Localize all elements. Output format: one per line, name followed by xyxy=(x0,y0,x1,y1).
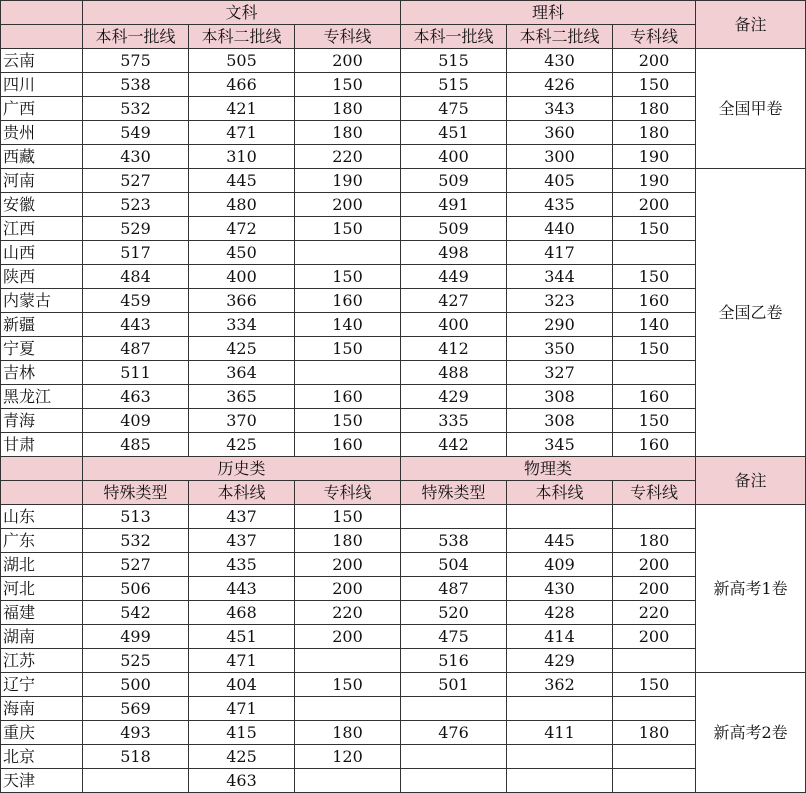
note-cell: 全国乙卷 xyxy=(696,169,806,457)
note-header: 备注 xyxy=(696,457,806,505)
score-cell: 150 xyxy=(295,265,401,289)
score-cell: 180 xyxy=(613,121,696,145)
table-row xyxy=(1,145,806,169)
table-row xyxy=(1,409,806,433)
score-cell: 421 xyxy=(189,97,295,121)
score-cell: 400 xyxy=(401,145,507,169)
score-cell: 443 xyxy=(189,577,295,601)
score-cell xyxy=(295,649,401,673)
score-cell: 427 xyxy=(401,289,507,313)
score-cell: 150 xyxy=(613,73,696,97)
column-header: 特殊类型 xyxy=(401,481,507,505)
score-cell: 409 xyxy=(83,409,189,433)
table-row xyxy=(1,625,806,649)
header-row-columns xyxy=(1,25,806,49)
score-cell: 532 xyxy=(83,97,189,121)
score-cell: 180 xyxy=(613,529,696,553)
score-cell: 415 xyxy=(189,721,295,745)
province-cell: 内蒙古 xyxy=(1,289,83,313)
score-cell: 549 xyxy=(83,121,189,145)
header-row-columns xyxy=(1,481,806,505)
score-cell: 180 xyxy=(295,97,401,121)
score-cell xyxy=(401,505,507,529)
score-cell: 475 xyxy=(401,97,507,121)
score-cell: 472 xyxy=(189,217,295,241)
score-cell: 160 xyxy=(295,289,401,313)
score-cell: 480 xyxy=(189,193,295,217)
score-cell xyxy=(613,769,696,793)
score-cell: 404 xyxy=(189,673,295,697)
score-cell: 538 xyxy=(401,529,507,553)
score-cell: 435 xyxy=(507,193,613,217)
score-cell: 523 xyxy=(83,193,189,217)
province-cell: 辽宁 xyxy=(1,673,83,697)
province-cell: 湖北 xyxy=(1,553,83,577)
score-cell: 487 xyxy=(83,337,189,361)
score-cell: 475 xyxy=(401,625,507,649)
score-cell: 509 xyxy=(401,217,507,241)
score-cell: 350 xyxy=(507,337,613,361)
score-cell: 542 xyxy=(83,601,189,625)
score-cell: 493 xyxy=(83,721,189,745)
score-cell: 150 xyxy=(295,217,401,241)
score-cell: 327 xyxy=(507,361,613,385)
score-cell: 430 xyxy=(507,577,613,601)
table-row xyxy=(1,169,806,193)
group-header: 文科 xyxy=(83,1,401,25)
column-header: 专科线 xyxy=(613,25,696,49)
score-cell: 451 xyxy=(401,121,507,145)
table-row xyxy=(1,265,806,289)
score-cell xyxy=(613,241,696,265)
score-cell: 440 xyxy=(507,217,613,241)
column-header: 本科线 xyxy=(189,481,295,505)
column-header: 本科一批线 xyxy=(401,25,507,49)
score-cell: 504 xyxy=(401,553,507,577)
header-row-groups xyxy=(1,457,806,481)
corner-cell xyxy=(1,481,83,505)
score-cell: 180 xyxy=(613,97,696,121)
score-cell xyxy=(613,505,696,529)
score-cell: 429 xyxy=(507,649,613,673)
score-cell: 485 xyxy=(83,433,189,457)
score-cell: 412 xyxy=(401,337,507,361)
score-cell: 575 xyxy=(83,49,189,73)
province-cell: 青海 xyxy=(1,409,83,433)
province-cell: 安徽 xyxy=(1,193,83,217)
group-header: 物理类 xyxy=(401,457,696,481)
table-row xyxy=(1,601,806,625)
score-cell: 487 xyxy=(401,577,507,601)
score-cell: 150 xyxy=(295,673,401,697)
table-row xyxy=(1,97,806,121)
score-cell: 344 xyxy=(507,265,613,289)
score-cell: 459 xyxy=(83,289,189,313)
score-cell: 442 xyxy=(401,433,507,457)
table-row xyxy=(1,577,806,601)
score-cell: 518 xyxy=(83,745,189,769)
score-cell: 365 xyxy=(189,385,295,409)
province-cell: 福建 xyxy=(1,601,83,625)
score-cell: 437 xyxy=(189,505,295,529)
score-cell: 300 xyxy=(507,145,613,169)
score-cell: 476 xyxy=(401,721,507,745)
province-cell: 吉林 xyxy=(1,361,83,385)
score-cell: 200 xyxy=(295,49,401,73)
score-cell: 509 xyxy=(401,169,507,193)
score-cell: 200 xyxy=(613,193,696,217)
score-cell: 414 xyxy=(507,625,613,649)
score-cell: 411 xyxy=(507,721,613,745)
table-row xyxy=(1,529,806,553)
score-cell xyxy=(401,769,507,793)
score-cell: 517 xyxy=(83,241,189,265)
corner-cell xyxy=(1,25,83,49)
score-cell: 343 xyxy=(507,97,613,121)
province-cell: 陕西 xyxy=(1,265,83,289)
score-cell: 499 xyxy=(83,625,189,649)
column-header: 特殊类型 xyxy=(83,481,189,505)
score-cell: 200 xyxy=(613,625,696,649)
score-cell: 516 xyxy=(401,649,507,673)
table-row xyxy=(1,49,806,73)
score-cell: 505 xyxy=(189,49,295,73)
score-cell: 150 xyxy=(295,337,401,361)
province-cell: 江苏 xyxy=(1,649,83,673)
score-cell: 500 xyxy=(83,673,189,697)
score-cell: 220 xyxy=(295,601,401,625)
score-cell: 538 xyxy=(83,73,189,97)
score-cell: 511 xyxy=(83,361,189,385)
score-cell: 160 xyxy=(613,433,696,457)
table-row xyxy=(1,385,806,409)
score-cell: 488 xyxy=(401,361,507,385)
table-row xyxy=(1,73,806,97)
score-cell: 430 xyxy=(83,145,189,169)
score-cell: 323 xyxy=(507,289,613,313)
table-row xyxy=(1,241,806,265)
province-cell: 河北 xyxy=(1,577,83,601)
column-header: 专科线 xyxy=(295,25,401,49)
score-cell: 360 xyxy=(507,121,613,145)
score-cell: 200 xyxy=(295,553,401,577)
score-cell: 160 xyxy=(295,433,401,457)
table-row xyxy=(1,193,806,217)
table-row xyxy=(1,361,806,385)
score-cell: 180 xyxy=(613,721,696,745)
score-cell: 150 xyxy=(613,337,696,361)
score-cell: 506 xyxy=(83,577,189,601)
score-cell: 428 xyxy=(507,601,613,625)
score-cell: 308 xyxy=(507,409,613,433)
score-cell: 430 xyxy=(507,49,613,73)
score-cell: 150 xyxy=(613,265,696,289)
group-header: 理科 xyxy=(401,1,696,25)
score-cell: 190 xyxy=(613,169,696,193)
score-cell: 370 xyxy=(189,409,295,433)
score-cell: 463 xyxy=(189,769,295,793)
province-cell: 云南 xyxy=(1,49,83,73)
score-cell: 400 xyxy=(189,265,295,289)
score-cell: 569 xyxy=(83,697,189,721)
score-cell: 160 xyxy=(295,385,401,409)
score-cell: 532 xyxy=(83,529,189,553)
score-cell: 200 xyxy=(295,577,401,601)
score-cell xyxy=(507,745,613,769)
score-cell: 400 xyxy=(401,313,507,337)
score-cell: 308 xyxy=(507,385,613,409)
score-cell: 527 xyxy=(83,169,189,193)
score-cell: 150 xyxy=(613,673,696,697)
score-cell xyxy=(613,361,696,385)
table-row xyxy=(1,553,806,577)
score-cell: 200 xyxy=(613,577,696,601)
score-cell xyxy=(613,697,696,721)
province-cell: 西藏 xyxy=(1,145,83,169)
province-cell: 新疆 xyxy=(1,313,83,337)
score-cell: 429 xyxy=(401,385,507,409)
score-cell: 220 xyxy=(613,601,696,625)
province-cell: 重庆 xyxy=(1,721,83,745)
note-cell: 新高考2卷 xyxy=(696,673,806,793)
score-cell: 200 xyxy=(295,193,401,217)
score-cell: 200 xyxy=(613,553,696,577)
score-cell: 445 xyxy=(189,169,295,193)
score-cell: 525 xyxy=(83,649,189,673)
province-cell: 湖南 xyxy=(1,625,83,649)
province-cell: 广东 xyxy=(1,529,83,553)
score-cell: 140 xyxy=(613,313,696,337)
table-row xyxy=(1,697,806,721)
table-row xyxy=(1,505,806,529)
score-cell: 150 xyxy=(295,409,401,433)
score-cell: 451 xyxy=(189,625,295,649)
table-row xyxy=(1,745,806,769)
score-cell: 120 xyxy=(295,745,401,769)
score-cell: 450 xyxy=(189,241,295,265)
province-cell: 北京 xyxy=(1,745,83,769)
score-cell xyxy=(401,697,507,721)
score-cell: 463 xyxy=(83,385,189,409)
score-cell: 513 xyxy=(83,505,189,529)
score-cell: 435 xyxy=(189,553,295,577)
score-cell: 364 xyxy=(189,361,295,385)
column-header: 专科线 xyxy=(295,481,401,505)
score-cell: 150 xyxy=(295,505,401,529)
score-cell: 425 xyxy=(189,745,295,769)
score-cell xyxy=(295,361,401,385)
table-row xyxy=(1,289,806,313)
score-cell: 160 xyxy=(613,385,696,409)
column-header: 本科二批线 xyxy=(189,25,295,49)
score-cell: 520 xyxy=(401,601,507,625)
header-row-groups xyxy=(1,1,806,25)
score-cell: 468 xyxy=(189,601,295,625)
score-cell: 150 xyxy=(295,73,401,97)
score-cell: 362 xyxy=(507,673,613,697)
score-cell xyxy=(295,697,401,721)
score-cell: 334 xyxy=(189,313,295,337)
score-cell: 417 xyxy=(507,241,613,265)
table-row xyxy=(1,673,806,697)
score-cell xyxy=(507,505,613,529)
table-row xyxy=(1,649,806,673)
score-cell: 180 xyxy=(295,121,401,145)
score-cell: 150 xyxy=(613,409,696,433)
province-cell: 河南 xyxy=(1,169,83,193)
score-cell xyxy=(295,769,401,793)
group-header: 历史类 xyxy=(83,457,401,481)
table-row xyxy=(1,121,806,145)
table-row xyxy=(1,337,806,361)
score-cell: 200 xyxy=(295,625,401,649)
score-cell: 425 xyxy=(189,337,295,361)
table-row xyxy=(1,217,806,241)
score-cell: 190 xyxy=(613,145,696,169)
score-cell: 527 xyxy=(83,553,189,577)
score-cell: 409 xyxy=(507,553,613,577)
note-header: 备注 xyxy=(696,1,806,49)
score-cell xyxy=(613,745,696,769)
score-cell: 190 xyxy=(295,169,401,193)
province-cell: 贵州 xyxy=(1,121,83,145)
score-cell: 310 xyxy=(189,145,295,169)
note-cell: 新高考1卷 xyxy=(696,505,806,673)
score-cell: 529 xyxy=(83,217,189,241)
province-cell: 江西 xyxy=(1,217,83,241)
province-cell: 山东 xyxy=(1,505,83,529)
score-cell: 484 xyxy=(83,265,189,289)
score-cell: 180 xyxy=(295,721,401,745)
score-cell: 335 xyxy=(401,409,507,433)
province-cell: 天津 xyxy=(1,769,83,793)
score-cell xyxy=(83,769,189,793)
province-cell: 山西 xyxy=(1,241,83,265)
score-cell xyxy=(295,241,401,265)
score-cell: 405 xyxy=(507,169,613,193)
score-cell: 445 xyxy=(507,529,613,553)
score-cell: 471 xyxy=(189,121,295,145)
score-cell: 290 xyxy=(507,313,613,337)
score-cell: 515 xyxy=(401,73,507,97)
column-header: 本科二批线 xyxy=(507,25,613,49)
score-cell: 150 xyxy=(613,217,696,241)
score-cell xyxy=(613,649,696,673)
province-cell: 黑龙江 xyxy=(1,385,83,409)
column-header: 本科一批线 xyxy=(83,25,189,49)
score-cell: 160 xyxy=(613,289,696,313)
score-cell xyxy=(507,697,613,721)
province-cell: 宁夏 xyxy=(1,337,83,361)
province-cell: 海南 xyxy=(1,697,83,721)
province-cell: 甘肃 xyxy=(1,433,83,457)
score-cell: 498 xyxy=(401,241,507,265)
score-cell: 449 xyxy=(401,265,507,289)
score-cell: 200 xyxy=(613,49,696,73)
table-row xyxy=(1,433,806,457)
column-header: 专科线 xyxy=(613,481,696,505)
score-cell xyxy=(507,769,613,793)
province-cell: 四川 xyxy=(1,73,83,97)
score-cell: 515 xyxy=(401,49,507,73)
score-cell: 345 xyxy=(507,433,613,457)
score-cell: 501 xyxy=(401,673,507,697)
score-cell: 140 xyxy=(295,313,401,337)
score-cell: 471 xyxy=(189,649,295,673)
score-cell: 443 xyxy=(83,313,189,337)
score-cell: 491 xyxy=(401,193,507,217)
score-cell: 426 xyxy=(507,73,613,97)
corner-cell xyxy=(1,457,83,481)
score-cell: 366 xyxy=(189,289,295,313)
score-cell: 425 xyxy=(189,433,295,457)
score-cell: 180 xyxy=(295,529,401,553)
province-cell: 广西 xyxy=(1,97,83,121)
table-row xyxy=(1,313,806,337)
table-row xyxy=(1,721,806,745)
score-cell: 437 xyxy=(189,529,295,553)
score-cell: 466 xyxy=(189,73,295,97)
score-cell: 220 xyxy=(295,145,401,169)
note-cell: 全国甲卷 xyxy=(696,49,806,169)
table-row xyxy=(1,769,806,793)
score-cell: 471 xyxy=(189,697,295,721)
column-header: 本科线 xyxy=(507,481,613,505)
corner-cell xyxy=(1,1,83,25)
score-cell xyxy=(401,745,507,769)
